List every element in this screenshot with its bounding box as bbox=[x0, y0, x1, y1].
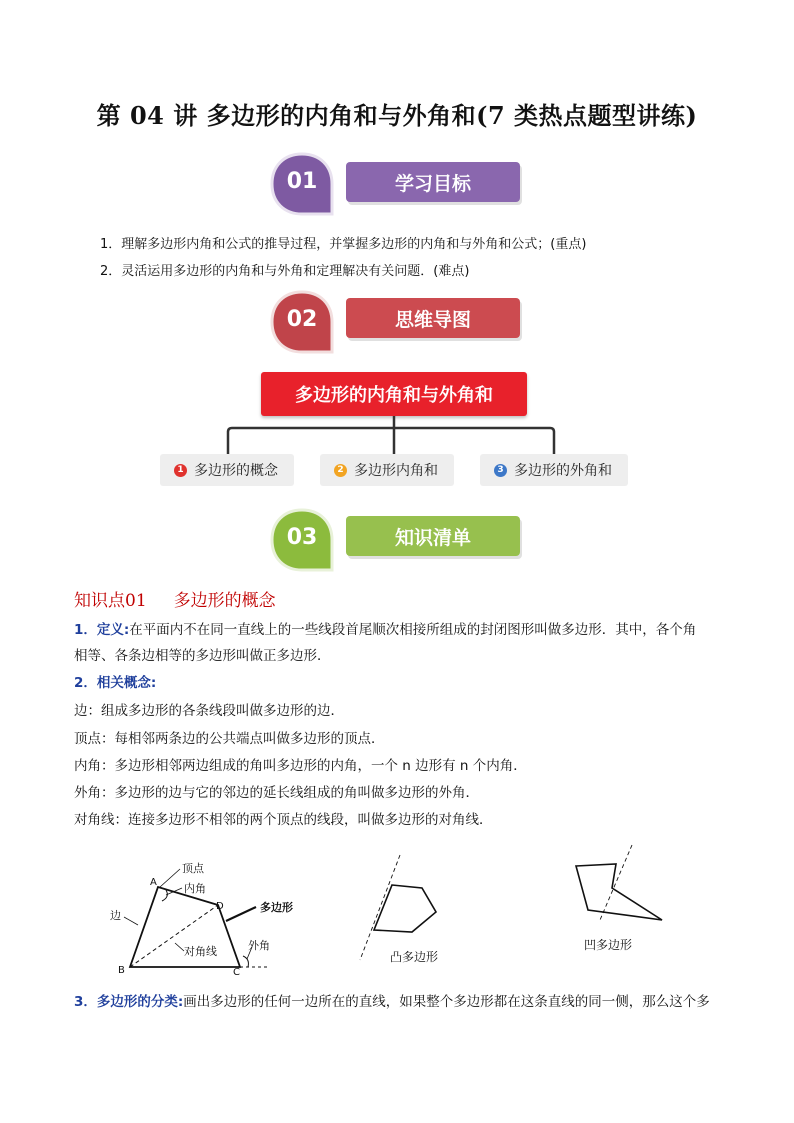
polygon-parts-drawing bbox=[100, 855, 310, 980]
mindmap-node-label: 多边形的概念 bbox=[194, 463, 278, 479]
convex-polygon-figure bbox=[350, 850, 480, 970]
mindmap-node-label: 多边形的外角和 bbox=[514, 463, 612, 479]
label-vertex: 顶点 bbox=[182, 862, 204, 875]
section-number: 02 bbox=[286, 307, 318, 332]
vertex-label-d: D bbox=[216, 901, 224, 912]
convex-caption: 凸多边形 bbox=[390, 950, 439, 964]
section-badge-knowledge bbox=[270, 508, 525, 572]
goal-item: 2．灵活运用多边形的内角和与外角和定理解决有关问题．(难点) bbox=[100, 264, 470, 279]
section-label: 学习目标 bbox=[346, 162, 520, 202]
definition-paragraph-cont: 相等、各条边相等的多边形叫做正多边形． bbox=[74, 648, 331, 664]
page-title: 第 04 讲 多边形的内角和与外角和(7 类热点题型讲练) bbox=[96, 101, 698, 130]
number-badge-icon: 3 bbox=[494, 464, 507, 477]
number-badge-icon: 1 bbox=[174, 464, 187, 477]
mindmap-node bbox=[480, 454, 628, 486]
section-label: 思维导图 bbox=[346, 298, 520, 338]
concept-item: 对角线：连接多边形不相邻的两个顶点的线段，叫做多边形的对角线． bbox=[74, 812, 493, 828]
mindmap-node bbox=[320, 454, 454, 486]
concept-item: 内角：多边形相邻两边组成的角叫多边形的内角，一个 n 边形有 n 个内角． bbox=[74, 758, 527, 774]
polygon-parts-figure bbox=[100, 855, 310, 980]
label-side: 边 bbox=[110, 909, 121, 922]
concepts-label: 2．相关概念: bbox=[74, 675, 157, 691]
goal-item: 1．理解多边形内角和公式的推导过程，并掌握多边形的内角和与外角和公式；(重点) bbox=[100, 237, 587, 252]
vertex-label-a: A bbox=[150, 877, 157, 888]
section-number: 01 bbox=[286, 169, 318, 194]
mindmap-connectors bbox=[0, 0, 794, 470]
mindmap-node-label: 多边形内角和 bbox=[354, 463, 438, 479]
definition-paragraph bbox=[74, 620, 734, 640]
definition-label: 1．定义: bbox=[74, 622, 130, 638]
mindmap-node bbox=[160, 454, 294, 486]
classification-label: 3．多边形的分类: bbox=[74, 994, 184, 1010]
label-diagonal: 对角线 bbox=[184, 945, 217, 958]
concept-item: 边：组成多边形的各条线段叫做多边形的边． bbox=[74, 703, 344, 719]
classification-text: 画出多边形的任何一边所在的直线，如果整个多边形都在这条直线的同一侧，那么这个多 bbox=[183, 994, 710, 1010]
mindmap-root: 多边形的内角和与外角和 bbox=[261, 372, 527, 416]
concept-item: 顶点：每相邻两条边的公共端点叫做多边形的顶点． bbox=[74, 731, 385, 747]
concept-item: 外角：多边形的边与它的邻边的延长线组成的角叫做多边形的外角． bbox=[74, 785, 479, 801]
vertex-label-c: C bbox=[233, 967, 240, 978]
classification-paragraph bbox=[74, 992, 734, 1012]
definition-text: 在平面内不在同一直线上的一些线段首尾顺次相接所组成的封闭图形叫做多边形．其中，各个角 bbox=[129, 622, 697, 638]
knowledge-point-title: 知识点01 多边形的概念 bbox=[74, 591, 276, 611]
concave-polygon-figure bbox=[560, 840, 690, 960]
vertex-label-b: B bbox=[118, 965, 125, 976]
number-badge-icon: 2 bbox=[334, 464, 347, 477]
section-label: 知识清单 bbox=[346, 516, 520, 556]
label-exterior-angle: 外角 bbox=[248, 939, 270, 952]
concave-caption: 凹多边形 bbox=[584, 938, 633, 952]
label-polygon: 多边形 bbox=[260, 901, 293, 914]
section-number: 03 bbox=[286, 525, 318, 550]
label-interior-angle: 内角 bbox=[184, 882, 206, 895]
